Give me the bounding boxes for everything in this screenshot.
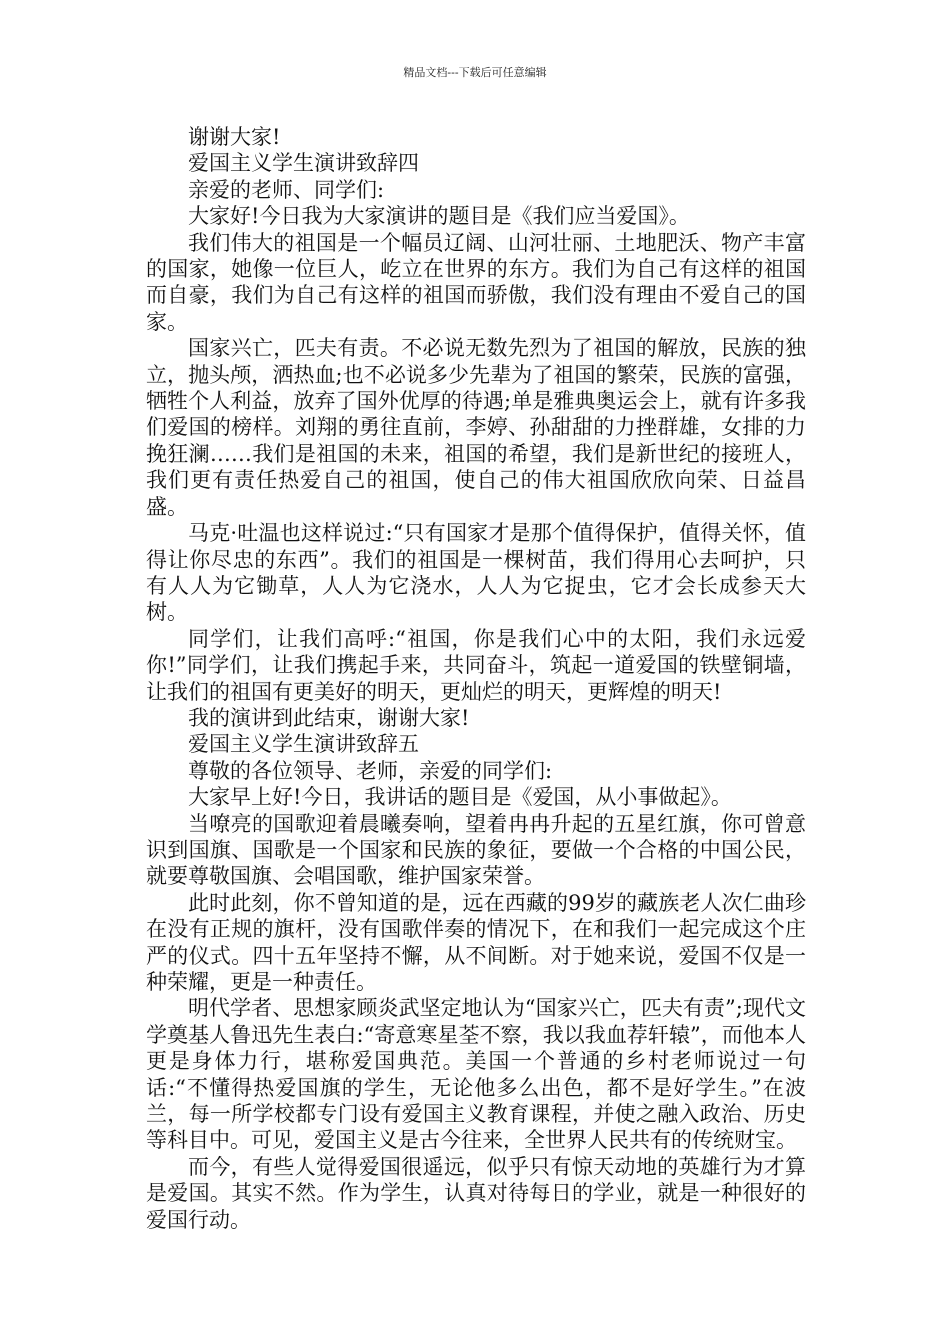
paragraph: 此时此刻，你不曾知道的是，远在西藏的99岁的藏族老人次仁曲珍在没有正规的旗杆，没有国歌伴奏的情况下，在和我们一起完成这个庄严的仪式。四十五年坚持不懈，从不间断。对于她来说，爱国不仅是一种荣耀，更是一种责任。 — [146, 890, 806, 994]
paragraph: 马克·吐温也这样说过:“只有国家才是那个值得保护，值得关怀，值得让你尽忠的东西”。我们的祖国是一棵树苗，我们得用心去呵护，只有人人为它锄草，人人为它浇水，人人为它捉虫，它才会长成参天大树。 — [146, 521, 806, 625]
salutation: 尊敬的各位领导、老师，亲爱的同学们: — [188, 758, 553, 783]
paragraph: 谢谢大家! — [188, 125, 281, 149]
page-header: 精品文档---下载后可任意编辑 — [403, 66, 547, 79]
paragraph: 我的演讲到此结束，谢谢大家! — [188, 705, 470, 730]
document-body — [146, 124, 806, 1233]
paragraph: 明代学者、思想家顾炎武坚定地认为“国家兴亡，匹夫有责”;现代文学奠基人鲁迅先生表白:“寄意寒星荃不察，我以我血荐轩辕”，而他本人更是身体力行，堪称爱国典范。美国一个普通的乡村老师说过一句话:“不懂得热爱国旗的学生，无论他多么出色，都不是好学生。”在波兰，每一所学校都专门设有爱国主义教育课程，并使之融入政治、历史等科目中。可见，爱国主义是古今往来，全世界人民共有的传统财宝。 — [146, 996, 806, 1153]
paragraph: 国家兴亡，匹夫有责。不必说无数先烈为了祖国的解放，民族的独立，抛头颅，洒热血;也不必说多少先辈为了祖国的繁荣，民族的富强，牺牲个人利益，放弃了国外优厚的待遇;单是雅典奥运会上，就有许多我们爱国的榜样。刘翔的勇往直前，李婷、孙甜甜的力挫群雄，女排的力挽狂澜……我们是祖国的未来，祖国的希望，我们是新世纪的接班人，我们更有责任热爱自己的祖国，使自己的伟大祖国欣欣向荣、日益昌盛。 — [146, 336, 806, 519]
paragraph: 而今，有些人觉得爱国很遥远，似乎只有惊天动地的英雄行为才算是爱国。其实不然。作为学生，认真对待每日的学业，就是一种很好的爱国行动。 — [146, 1154, 806, 1232]
paragraph: 同学们，让我们高呼:“祖国，你是我们心中的太阳，我们永远爱你!”同学们，让我们携起手来，共同奋斗，筑起一道爱国的铁壁铜墙，让我们的祖国有更美好的明天，更灿烂的明天，更辉煌的明天! — [146, 626, 806, 704]
salutation: 亲爱的老师、同学们: — [188, 177, 385, 202]
section-heading: 爱国主义学生演讲致辞四 — [188, 151, 419, 176]
paragraph: 我们伟大的祖国是一个幅员辽阔、山河壮丽、土地肥沃、物产丰富的国家，她像一位巨人，屹立在世界的东方。我们为自己有这样的祖国而自豪，我们为自己有这样的祖国而骄傲，我们没有理由不爱自己的国家。 — [146, 230, 806, 334]
paragraph: 当嘹亮的国歌迎着晨曦奏响，望着冉冉升起的五星红旗，你可曾意识到国旗、国歌是一个国家和民族的象征，要做一个合格的中国公民，就要尊敬国旗、会唱国歌，维护国家荣誉。 — [146, 811, 806, 889]
paragraph: 大家早上好!今日，我讲话的题目是《爱国，从小事做起》。 — [188, 785, 732, 810]
section-heading: 爱国主义学生演讲致辞五 — [188, 732, 419, 757]
paragraph: 大家好!今日我为大家演讲的题目是《我们应当爱国》。 — [188, 204, 690, 229]
